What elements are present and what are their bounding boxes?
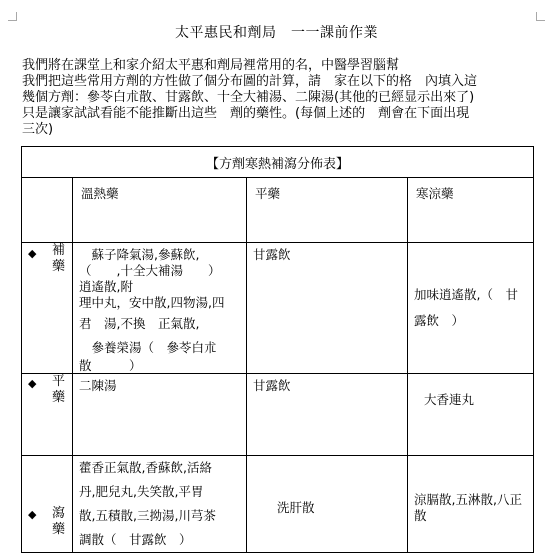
cell-line: 大香連丸	[424, 392, 475, 407]
diamond-bullet-icon: ◆	[28, 377, 37, 390]
table-caption: 【方劑寒熱補瀉分佈表】	[22, 147, 534, 178]
cell-line: 調散（ 甘露飲 ）	[79, 532, 192, 547]
intro-paragraph	[22, 58, 522, 138]
cell-line: 散,五積散,三拗湯,川芎茶	[79, 508, 216, 523]
intro-line: 我們把這些常用方劑的方性做了個分布圖的計算，請 家在以下的格 內填入這	[22, 74, 478, 89]
cell-neutral-tonify	[247, 243, 408, 374]
row-header-tonify	[22, 243, 73, 374]
cell-line: 加味逍遙散,（ 甘露飲 ）	[414, 287, 518, 328]
corner-cell	[22, 178, 73, 243]
page-corner-mark-left	[8, 12, 17, 21]
cell-line: 散 ）	[79, 358, 142, 373]
diamond-bullet-icon: ◆	[28, 247, 37, 260]
header-warm: 溫熱藥	[73, 178, 247, 243]
cell-line: 洗肝散	[277, 500, 315, 515]
row-header-neutral	[22, 374, 73, 456]
row-label: 補藥	[52, 243, 66, 274]
table-row	[22, 243, 534, 374]
table-row	[22, 456, 534, 553]
cell-neutral-neutral	[247, 374, 408, 456]
cell-warm-tonify	[73, 243, 247, 374]
header-cold: 寒涼藥	[408, 178, 534, 243]
intro-line: 我們將在課堂上和家介紹太平惠和劑局裡常用的名，中醫學習腦幫	[22, 58, 400, 73]
formula-distribution-table	[21, 146, 534, 553]
cell-line: 涼膈散,五淋散,八正散	[414, 492, 522, 523]
cell-line: 甘露飲	[253, 247, 291, 262]
intro-line: 幾個方劑：參苓白朮散、甘露飲、十全大補湯、二陳湯(其他的已經显示出來了)	[22, 90, 475, 105]
cell-line: 蘇子降氣湯,參蘇飲,	[79, 247, 200, 262]
cell-line: 君 湯,不換 正氣散,	[79, 316, 200, 331]
cell-line: （ ,十全大補湯 ）	[79, 263, 221, 278]
header-neutral: 平藥	[247, 178, 408, 243]
cell-warm-purge	[73, 456, 247, 553]
diamond-bullet-icon: ◆	[28, 508, 37, 521]
cell-cold-neutral	[408, 374, 534, 456]
cell-neutral-purge	[247, 456, 408, 553]
cell-line: 甘露飲	[253, 378, 291, 393]
cell-line: 二陳湯	[79, 378, 117, 393]
cell-warm-neutral	[73, 374, 247, 456]
cell-line: 理中丸，安中散,四物湯,四	[79, 295, 225, 310]
page-corner-mark-right	[536, 12, 545, 21]
row-label: 平藥	[52, 374, 66, 405]
cell-cold-tonify	[408, 243, 534, 374]
cell-line: 丹,肥兒丸,失笑散,平胃	[79, 484, 204, 499]
intro-line: 只是讓家試試看能不能推斷出這些 劑的藥性。(每個上述的 劑會在下面出現	[22, 106, 470, 121]
intro-line: 三次)	[22, 122, 54, 137]
cell-line: 藿香正氣散,香蘇飲,活絡	[79, 460, 212, 475]
cell-line: 逍遙散,附	[79, 279, 133, 294]
table-row	[22, 374, 534, 456]
row-header-purge	[22, 456, 73, 553]
row-label: 瀉藥	[52, 506, 66, 537]
cell-line: 參養榮湯（ 參苓白朮	[79, 340, 217, 355]
document-title: 太平惠民和劑局 一一課前作業	[175, 25, 378, 41]
cell-cold-purge	[408, 456, 534, 553]
